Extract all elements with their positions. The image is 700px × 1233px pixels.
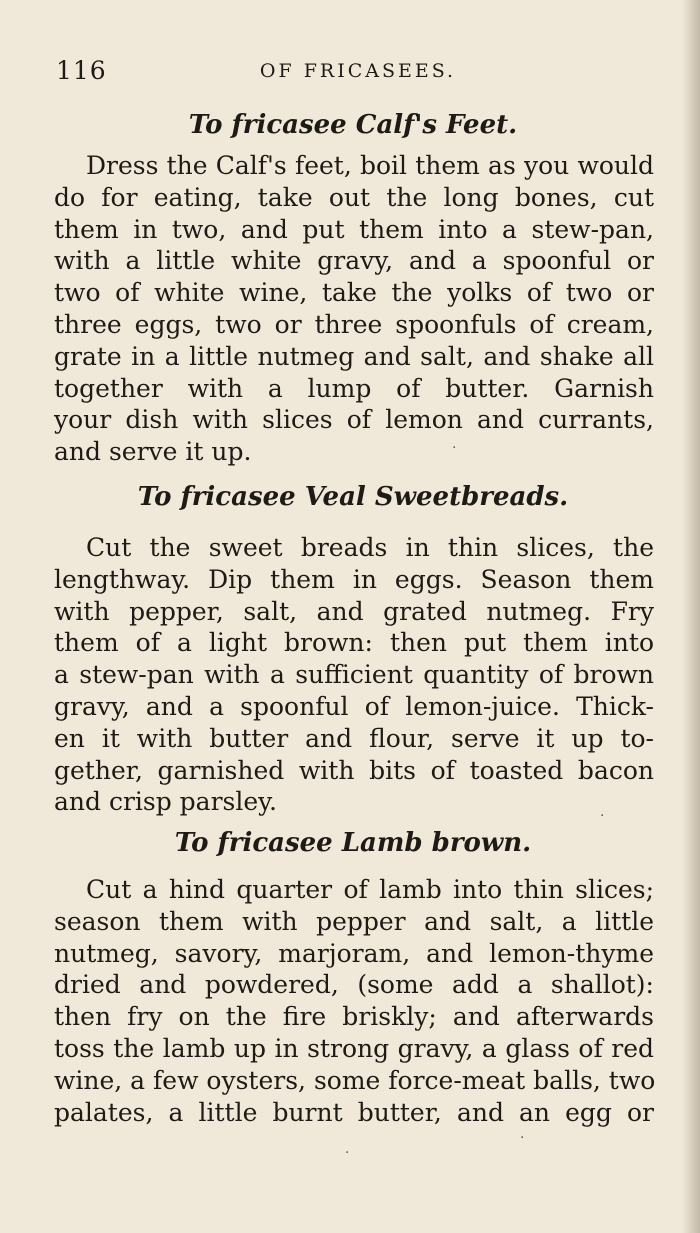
text-line: Dress the Calf's feet, boil them as you would [86, 151, 654, 180]
recipe-body-veal-sweetbreads [54, 532, 654, 818]
text-line: do for eating, take out the long bones, cut [54, 182, 654, 212]
ink-speck: · [520, 1130, 525, 1146]
text-line: toss the lamb up in strong gravy, a glass of red [54, 1033, 654, 1063]
text-line: Cut the sweet breads in thin slices, the [86, 533, 654, 562]
recipe-title-lamb-brown: To fricasee Lamb brown. [174, 828, 532, 858]
text-line: three eggs, two or three spoonfuls of cream, [54, 309, 654, 339]
text-line: Cut a hind quarter of lamb into thin slices; [86, 875, 654, 904]
text-line: gether, garnished with bits of toasted bacon [54, 755, 654, 785]
recipe-title-veal-sweetbreads: To fricasee Veal Sweetbreads. [137, 482, 569, 512]
text-line: a stew-pan with a sufficient quantity of brown [54, 660, 654, 690]
text-line: with pepper, salt, and grated nutmeg. Fry [54, 596, 654, 626]
text-line: two of white wine, take the yolks of two or [54, 278, 654, 308]
ink-speck: · [452, 440, 457, 456]
text-line: with a little white gravy, and a spoonful or [54, 246, 654, 276]
text-line: palates, a little burnt butter, and an egg or [54, 1097, 654, 1127]
text-line: grate in a little nutmeg and salt, and shake all [54, 341, 654, 371]
ink-speck: · [345, 1145, 350, 1161]
text-line: and serve it up. [54, 437, 252, 467]
page-edge-shadow [682, 0, 700, 1233]
text-line: en it with butter and flour, serve it up to- [54, 723, 654, 753]
text-line: season them with pepper and salt, a little [54, 906, 654, 936]
recipe-body-lamb-brown [54, 874, 654, 1128]
text-line: wine, a few oysters, some force-meat balls, two [54, 1065, 656, 1095]
text-line: your dish with slices of lemon and currants, [54, 405, 654, 435]
text-line: nutmeg, savory, marjoram, and lemon-thyme [54, 938, 654, 968]
text-line: them of a light brown: then put them into [54, 628, 654, 658]
running-head [56, 56, 660, 88]
page-number: 116 [56, 56, 107, 85]
text-line: dried and powdered, (some add a shallot): [54, 970, 654, 1000]
recipe-body-calfs-feet [54, 150, 654, 468]
text-line: gravy, and a spoonful of lemon-juice. Thick- [54, 691, 654, 721]
text-line: then fry on the fire briskly; and afterwards [54, 1002, 654, 1032]
text-line: and crisp parsley. [54, 787, 277, 817]
ink-speck: · [600, 808, 605, 824]
text-line: lengthway. Dip them in eggs. Season them [54, 564, 654, 594]
recipe-title-calfs-feet: To fricasee Calf's Feet. [188, 110, 518, 140]
text-line: together with a lump of butter. Garnish [54, 373, 654, 403]
running-title: OF FRICASEES. [259, 60, 457, 82]
text-line: them in two, and put them into a stew-pan, [54, 214, 654, 244]
